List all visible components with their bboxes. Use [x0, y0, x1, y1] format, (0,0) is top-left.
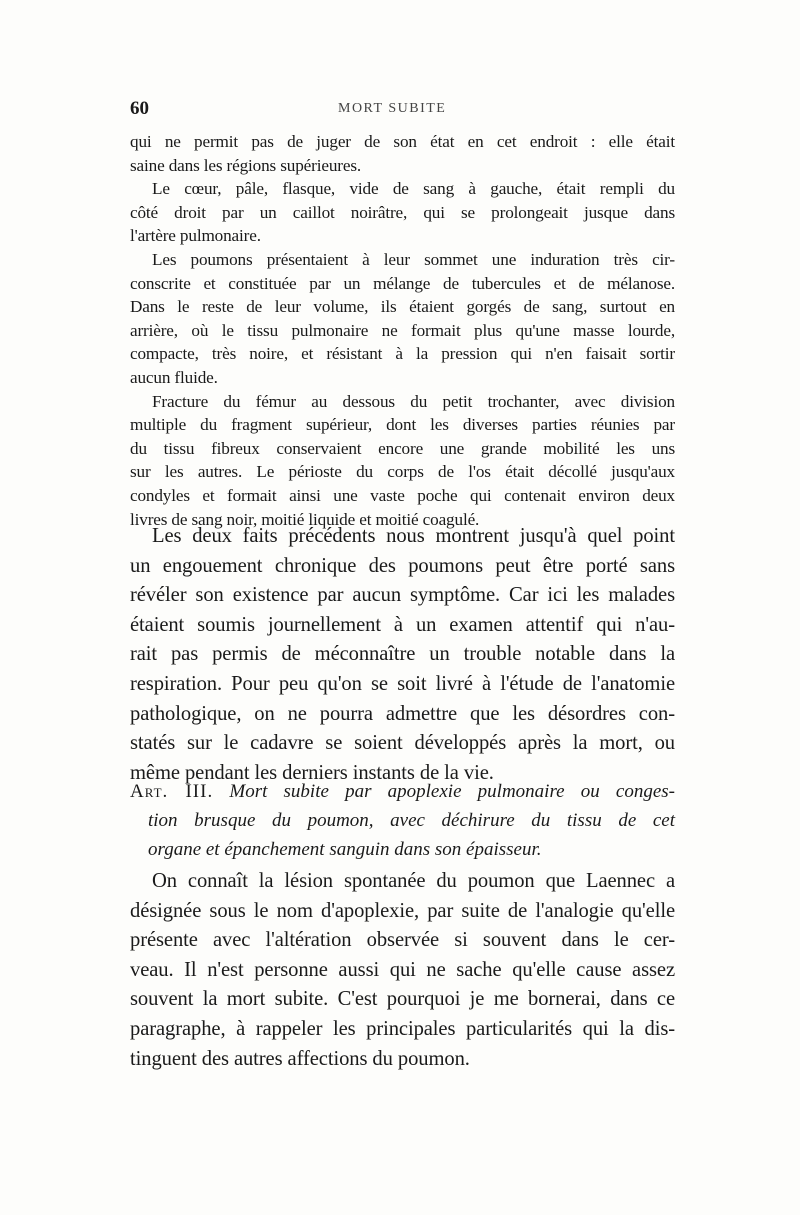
text-line: pathologique, on ne pourra admettre que les désordres con-	[130, 702, 675, 725]
text-line: respiration. Pour peu qu'on se soit livré à l'étude de l'anatomie	[130, 672, 675, 695]
text-line: saine dans les régions supérieures.	[130, 155, 362, 175]
observation-paragraph	[130, 390, 675, 532]
text-line: Les deux faits précédents nous montrent jusqu'à quel point	[152, 525, 675, 547]
text-line: du tissu fibreux conservaient encore une grande mobilité les uns	[130, 438, 675, 458]
observation-paragraph	[130, 130, 675, 177]
text-line: Le cœur, pâle, flasque, vide de sang à gauche, était rempli du	[152, 179, 675, 199]
intro-paragraph	[130, 867, 675, 1074]
article-label: Art. III.	[130, 781, 214, 802]
text-line: côté droit par un caillot noirâtre, qui se prolongeait jusque dans	[130, 202, 675, 222]
text-line: désignée sous le nom d'apoplexie, par suite de l'analogie qu'elle	[130, 899, 675, 922]
text-line: compacte, très noire, et résistant à la pression qui n'en faisait sortir	[130, 344, 675, 364]
text-line: étaient soumis journellement à un examen attentif qui n'au-	[130, 613, 675, 636]
observation-paragraph	[130, 248, 675, 390]
observation-section	[130, 130, 675, 531]
text-line: qui ne permit pas de juger de son état en cet endroit : elle était	[130, 132, 675, 151]
article-heading	[130, 777, 675, 864]
text-line: arrière, où le tissu pulmonaire ne formait plus qu'une masse lourde,	[130, 320, 675, 340]
article-title-line: tion brusque du poumon, avec déchirure du tissu de cet	[148, 810, 675, 831]
text-line: même pendant les derniers instants de la vie.	[130, 761, 494, 784]
text-line: multiple du fragment supérieur, dont les diverses parties réunies par	[130, 415, 675, 435]
text-line: conscrite et constituée par un mélange de tubercules et de mélanose.	[130, 273, 675, 293]
text-line: l'artère pulmonaire.	[130, 226, 261, 246]
running-head: MORT SUBITE	[338, 101, 447, 116]
text-line: Fracture du fémur au dessous du petit trochanter, avec division	[152, 391, 675, 411]
text-line: un engouement chronique des poumons peut être porté sans	[130, 554, 675, 577]
page-number: 60	[130, 98, 149, 119]
text-line: aucun fluide.	[130, 367, 218, 387]
text-line: tinguent des autres affections du poumon.	[130, 1047, 470, 1070]
text-line: rait pas permis de méconnaître un trouble notable dans la	[130, 643, 675, 666]
text-line: Les poumons présentaient à leur sommet une induration très cir-	[152, 249, 675, 269]
text-line: livres de sang noir, moitié liquide et moitié coagulé.	[130, 509, 480, 529]
text-line: condyles et formait ainsi une vaste poche qui contenait environ deux	[130, 485, 675, 505]
text-line: Dans le reste de leur volume, ils étaient gorgés de sang, surtout en	[130, 297, 675, 317]
article-title-line: Mort subite par apoplexie pulmonaire ou conges-	[229, 781, 675, 802]
text-line: sur les autres. Le périoste du corps de l'os était décollé jusqu'aux	[130, 462, 675, 482]
text-line	[130, 777, 675, 806]
commentary-paragraph	[130, 522, 675, 788]
text-line: veau. Il n'est personne aussi qui ne sache qu'elle cause assez	[130, 958, 675, 981]
observation-paragraph	[130, 177, 675, 248]
text-line: présente avec l'altération observée si souvent dans le cer-	[130, 929, 675, 952]
article-title-line: organe et épanchement sanguin dans son épaisseur.	[148, 839, 542, 860]
text-line: statés sur le cadavre se soient développés après la mort, ou	[130, 732, 675, 755]
text-line: paragraphe, à rappeler les principales particularités qui la dis-	[130, 1017, 675, 1040]
text-line: souvent la mort subite. C'est pourquoi je me bornerai, dans ce	[130, 988, 675, 1011]
text-line: On connaît la lésion spontanée du poumon que Laennec a	[152, 870, 675, 892]
page-header	[130, 98, 675, 124]
text-line: révéler son existence par aucun symptôme. Car ici les malades	[130, 584, 675, 607]
